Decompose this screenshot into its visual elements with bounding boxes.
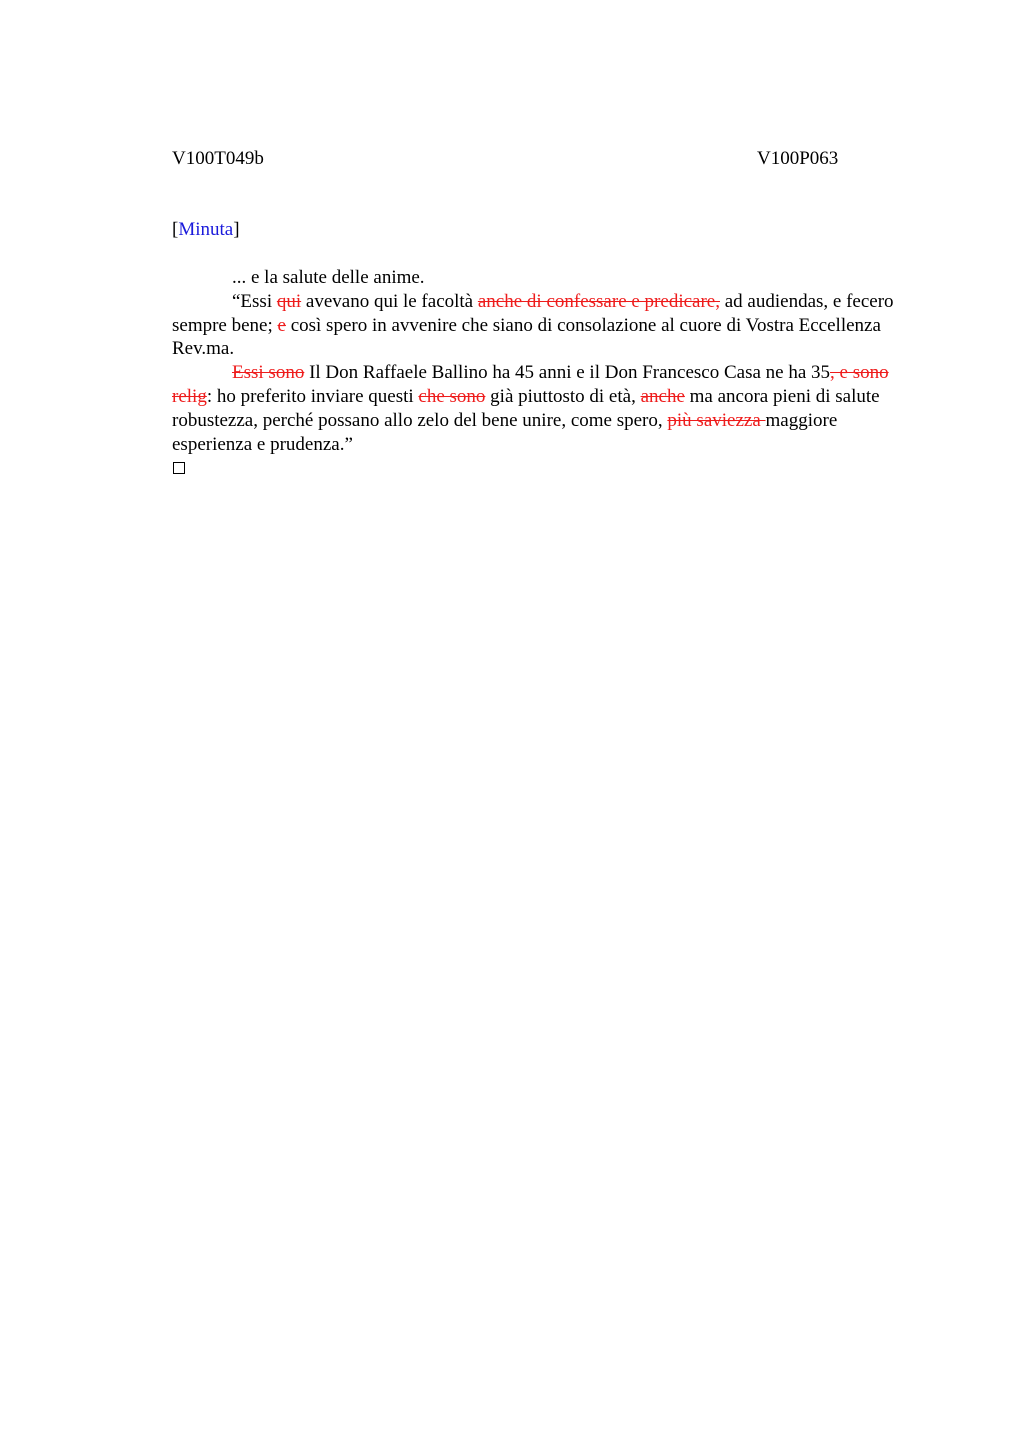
document-type-label [172, 219, 240, 241]
deleted-text: e [277, 314, 286, 336]
paragraph-text: ... e la salute delle anime. [232, 267, 425, 288]
paragraph-text: “Essi [232, 290, 277, 312]
deleted-text: anche di confessare e predicare, [477, 290, 720, 312]
deleted-text: , e sono relig [172, 362, 889, 407]
paragraph-text: maggiore esperienza e prudenza.” [172, 409, 838, 455]
deleted-text: qui [276, 290, 302, 312]
page-code: V100P063 [757, 148, 839, 169]
end-marker [172, 456, 912, 481]
paragraph-text: già piuttosto di età, [485, 385, 641, 407]
letter-body [172, 266, 912, 481]
square-outline-icon [173, 462, 185, 474]
paragraph-text: avevano qui le facoltà [301, 290, 478, 312]
deleted-text: anche [640, 385, 685, 407]
label-close-bracket: ] [233, 219, 240, 240]
deleted-text: Essi sono [232, 362, 305, 384]
minuta-link[interactable]: Minuta [178, 219, 234, 240]
deleted-text: più saviezza [667, 409, 766, 431]
paragraph-1 [172, 266, 912, 290]
document-code: V100T049b [172, 148, 264, 169]
paragraph-text: ma ancora pieni di salute robustezza, perché possano allo zelo del bene unire, come spero, [172, 385, 880, 431]
paragraph-text: : ho preferito inviare questi [206, 385, 419, 407]
label-open-bracket: [ [172, 219, 179, 240]
paragraph-text: Il Don Raffaele Ballino ha 45 anni e il Don Francesco Casa ne ha 35 [304, 362, 831, 384]
paragraph-text: così spero in avvenire che siano di consolazione al cuore di Vostra Eccellenza Rev.ma. [172, 314, 881, 360]
paragraph-2 [172, 290, 912, 361]
paragraph-3 [172, 361, 912, 456]
paragraph-text: ad audiendas, e fecero sempre bene; [172, 290, 894, 336]
deleted-text: che sono [418, 385, 486, 407]
